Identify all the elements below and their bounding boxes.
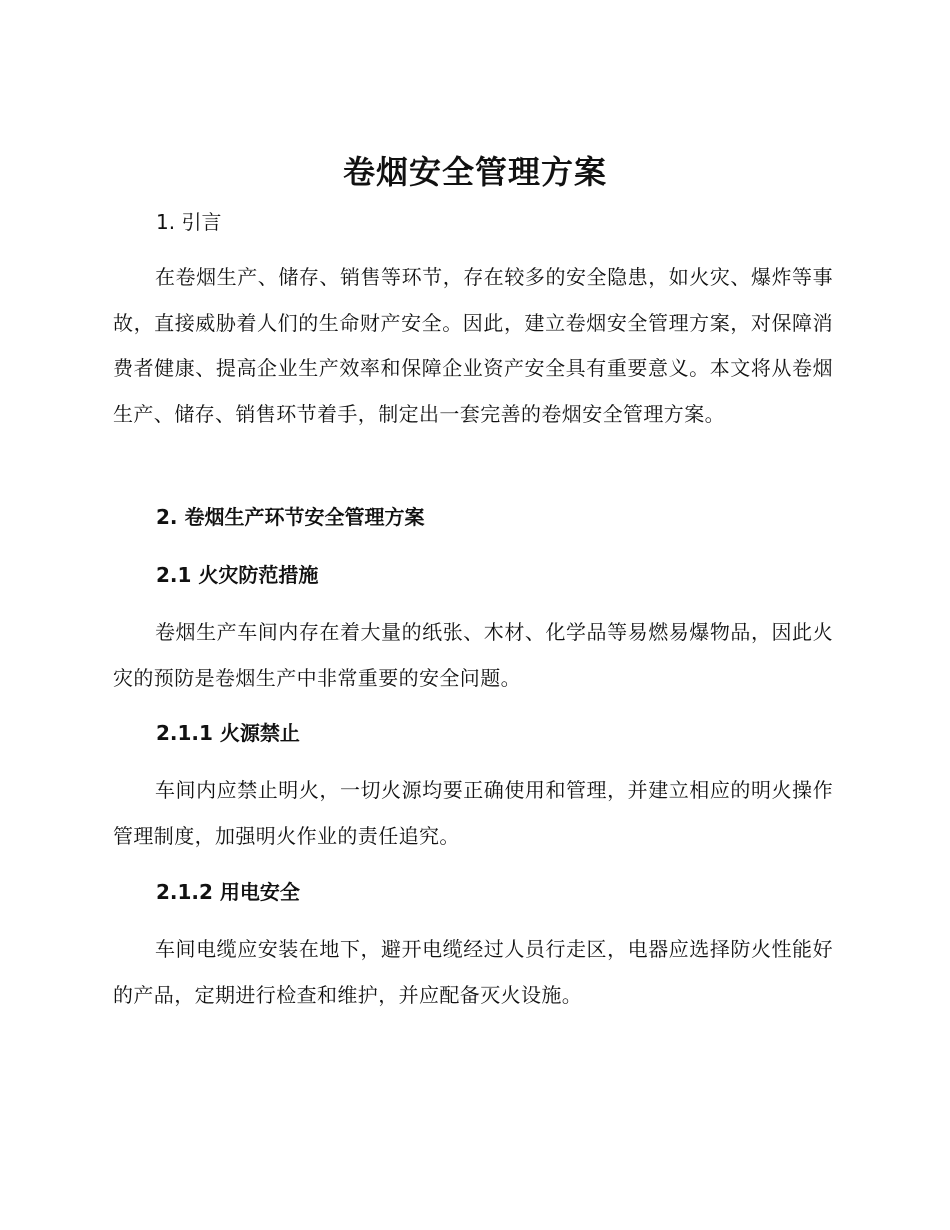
paragraph-fire-source-ban: 车间内应禁止明火，一切火源均要正确使用和管理，并建立相应的明火操作管理制度，加强明火作业的责任追究。 xyxy=(113,778,833,848)
paragraph-intro: 在卷烟生产、储存、销售等环节，存在较多的安全隐患，如火灾、爆炸等事故，直接威胁着人们的生命财产安全。因此，建立卷烟安全管理方案，对保障消费者健康、提高企业生产效率和保障企业资产安全具有重要意义。本文将从卷烟生产、储存、销售环节着手，制定出一套完善的卷烟安全管理方案。 xyxy=(113,265,833,426)
section-heading-production: 2. 卷烟生产环节安全管理方案 xyxy=(156,505,425,529)
section-heading-intro: 1. 引言 xyxy=(156,210,222,234)
document-title: 卷烟安全管理方案 xyxy=(342,153,607,191)
section-heading-fire-source-ban: 2.1.1 火源禁止 xyxy=(156,721,300,745)
paragraph-fire-prevention: 卷烟生产车间内存在着大量的纸张、木材、化学品等易燃易爆物品，因此火灾的预防是卷烟生产中非常重要的安全问题。 xyxy=(113,620,833,690)
paragraph-electrical-safety: 车间电缆应安装在地下，避开电缆经过人员行走区，电器应选择防火性能好的产品，定期进行检查和维护，并应配备灭火设施。 xyxy=(113,937,833,1007)
section-heading-electrical-safety: 2.1.2 用电安全 xyxy=(156,880,300,904)
section-heading-fire-prevention: 2.1 火灾防范措施 xyxy=(156,563,319,587)
